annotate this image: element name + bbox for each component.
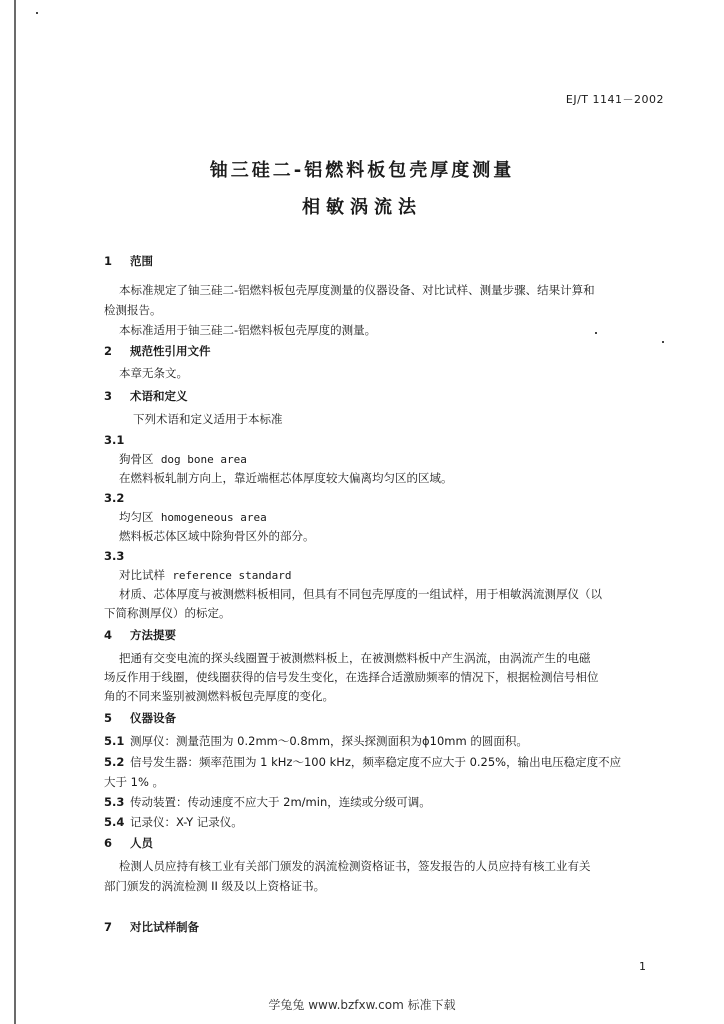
section-heading-6: 6 人员 — [104, 836, 153, 850]
term-definition: 在燃料板轧制方向上，靠近端框芯体厚度较大偏离均匀区的区域。 — [119, 471, 453, 485]
list-item: 5.1 测厚仪：测量范围为 0.2mm～0.8mm，探头探测面积为ϕ10mm 的圆面积。 — [104, 734, 528, 748]
paragraph-line: 把通有交变电流的探头线圈置于被测燃料板上，在被测燃料板中产生涡流，由涡流产生的电磁 — [119, 651, 591, 665]
document-subtitle: 相敏涡流法 — [302, 197, 422, 218]
document-title: 铀三硅二-铝燃料板包壳厚度测量 — [209, 160, 515, 181]
paragraph-line: 部门颁发的涡流检测 II 级及以上资格证书。 — [104, 879, 326, 893]
scan-edge-line — [14, 0, 16, 1024]
paragraph-line: 下列术语和定义适用于本标准 — [133, 412, 283, 426]
paragraph-line: 本标准适用于铀三硅二-铝燃料板包壳厚度的测量。 — [119, 323, 377, 337]
section-heading-5: 5 仪器设备 — [104, 711, 176, 725]
term-definition: 下简称测厚仪）的标定。 — [104, 606, 231, 620]
scan-speck — [595, 332, 597, 334]
section-heading-7: 7 对比试样制备 — [104, 920, 199, 934]
subsection-number: 3.3 — [104, 549, 125, 563]
list-item-continuation: 大于 1% 。 — [104, 775, 165, 789]
section-heading-1: 1 范围 — [104, 254, 153, 268]
list-item: 5.2 信号发生器：频率范围为 1 kHz～100 kHz，频率稳定度不应大于 0.25%，输出电压稳定度不应 — [104, 755, 622, 769]
subsection-number: 3.2 — [104, 491, 125, 505]
paragraph-line: 检测报告。 — [104, 303, 162, 317]
subsection-number: 3.1 — [104, 433, 125, 447]
page-number: 1 — [639, 960, 646, 973]
section-heading-2: 2 规范性引用文件 — [104, 344, 211, 358]
paragraph-line: 角的不同来鉴别被测燃料板包壳厚度的变化。 — [104, 689, 334, 703]
term-entry: 均匀区 homogeneous area — [119, 510, 267, 524]
paragraph-line: 场反作用于线圈，使线圈获得的信号发生变化，在选择合适激励频率的情况下，根据检测信号相位 — [104, 670, 599, 684]
term-entry: 对比试样 reference standard — [119, 568, 292, 582]
term-definition: 燃料板芯体区域中除狗骨区外的部分。 — [119, 529, 315, 543]
scan-speck — [662, 341, 664, 343]
paragraph-line: 本章无条文。 — [119, 366, 188, 380]
standard-code: EJ/T 1141－2002 — [565, 93, 664, 106]
site-watermark: 学兔兔 www.bzfxw.com 标准下载 — [268, 998, 456, 1012]
term-entry: 狗骨区 dog bone area — [119, 452, 247, 466]
scan-speck — [36, 12, 38, 14]
term-definition: 材质、芯体厚度与被测燃料板相同，但具有不同包壳厚度的一组试样，用于相敏涡流测厚仪（以 — [119, 587, 602, 601]
list-item: 5.3 传动装置：传动速度不应大于 2m/min，连续或分级可调。 — [104, 795, 431, 809]
list-item: 5.4 记录仪：X-Y 记录仪。 — [104, 815, 243, 829]
section-heading-3: 3 术语和定义 — [104, 389, 188, 403]
section-heading-4: 4 方法提要 — [104, 628, 176, 642]
paragraph-line: 检测人员应持有核工业有关部门颁发的涡流检测资格证书，签发报告的人员应持有核工业有关 — [119, 859, 591, 873]
paragraph-line: 本标准规定了铀三硅二-铝燃料板包壳厚度测量的仪器设备、对比试样、测量步骤、结果计算和 — [119, 283, 595, 297]
